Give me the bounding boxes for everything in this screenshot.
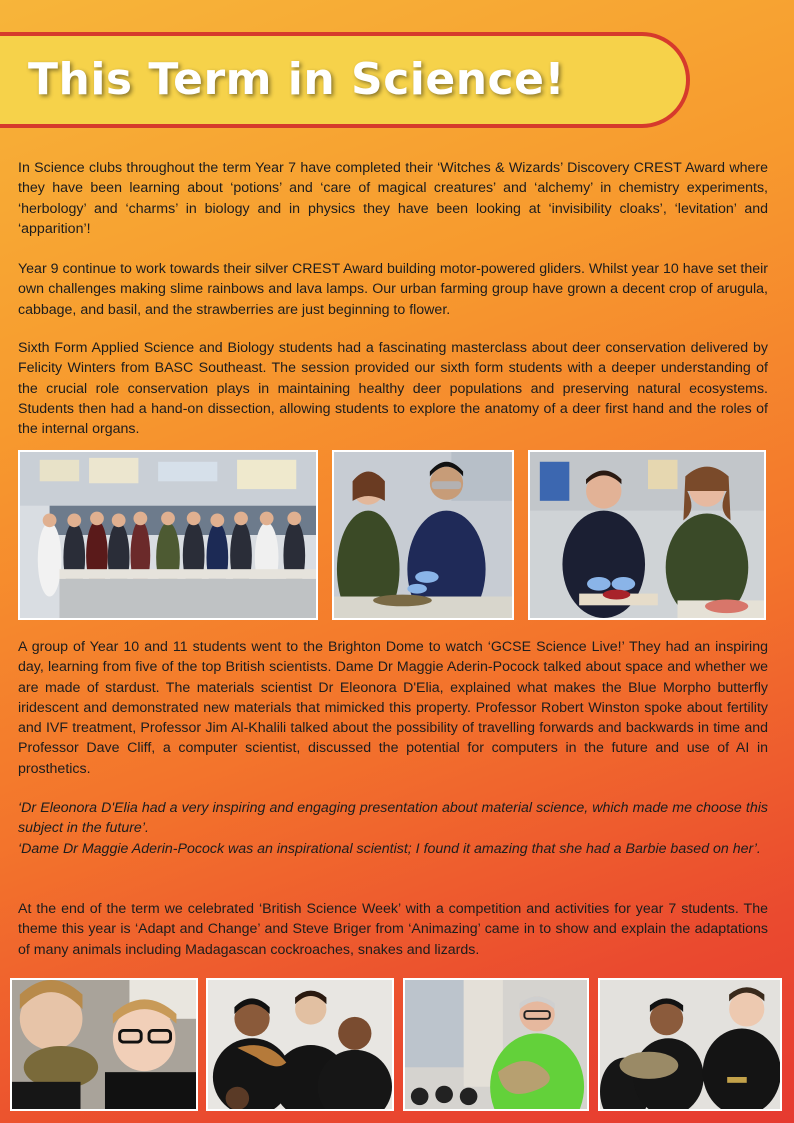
paragraph-science-week: At the end of the term we celebrated ‘British Science Week’ with a competition and activities for year 7 students. The theme this year is ‘Adapt and Change’ and Steve Briger from ‘Animazing’ came in to show and explain the adaptations of many animals including Madagascan cockroaches, snakes and lizards. xyxy=(18,901,768,958)
photo-snake-presenter xyxy=(403,978,589,1111)
gliders-section xyxy=(18,259,768,320)
science-week-section xyxy=(18,899,768,960)
intro-section xyxy=(18,158,768,239)
quote-delia: ‘Dr Eleonora D'Elia had a very inspiring and engaging presentation about material science, which made me choose this subject in the future’. xyxy=(18,800,768,837)
quotes-section xyxy=(18,798,768,859)
photo-lizard-students xyxy=(10,978,198,1111)
page-title: This Term in Science! xyxy=(28,54,566,105)
paragraph-science-live: A group of Year 10 and 11 students went to the Brighton Dome to watch ‘GCSE Science Live!’ They had an inspiring day, learning from five of the top British scientists. Dame Dr Maggie Aderin-Pocock talked about space and whether we are made of stardust. The materials scientist Dr Eleonora D'Elia, explained what makes the Blue Morpho butterfly iridescent and demonstrated new materials that mimicked this property. Professor Robert Winston spoke about fertility and IVF treatment, Professor Jim Al-Khalili talked about the possibility of travelling forwards and backwards in time and Professor Dave Cliff, a computer scientist, discussed the potential for computers in the future and use of AI in prosthetics. xyxy=(18,639,768,777)
photo-lizard-closeup xyxy=(598,978,782,1111)
photo-group-class xyxy=(18,450,318,620)
photo-dissection-demo xyxy=(528,450,766,620)
photo-lizard-handling xyxy=(206,978,394,1111)
quote-aderin-pocock: ‘Dame Dr Maggie Aderin-Pocock was an inspirational scientist; I found it amazing that she had a Barbie based on her’. xyxy=(18,840,761,857)
paragraph-deer-masterclass: Sixth Form Applied Science and Biology students had a fascinating masterclass about deer conservation delivered by Felicity Winters from BASC Southeast. The session provided our sixth form students with a deeper understanding of the crucial role conservation plays in maintaining healthy deer populations and preserving natural ecosystems. Students then had a hand-on dissection, allowing students to explore the anatomy of a deer first hand and the roles of the internal organs. xyxy=(18,340,768,438)
paragraph-crest-award: In Science clubs throughout the term Year 7 have completed their ‘Witches & Wizards’ Discovery CREST Award where they have been learning about ‘potions’ and ‘care of magical creatures’ and ‘alchemy’ in chemistry experiments, ‘herbology’ and ‘charms’ in biology and in physics they have been looking at ‘invisibility cloaks’, ‘levitation’ and ‘apparition’! xyxy=(18,160,768,237)
paragraph-year9: Year 9 continue to work towards their silver CREST Award building motor-powered gliders. Whilst year 10 have set their own challenges making slime rainbows and lava lamps. Our urban farming group have grown a decent crop of arugula, cabbage, and basil, and the strawberries are just beginning to flower. xyxy=(18,261,768,318)
photo-dissection-goggles xyxy=(332,450,514,620)
deer-section xyxy=(18,338,768,439)
brighton-dome-section xyxy=(18,637,768,779)
